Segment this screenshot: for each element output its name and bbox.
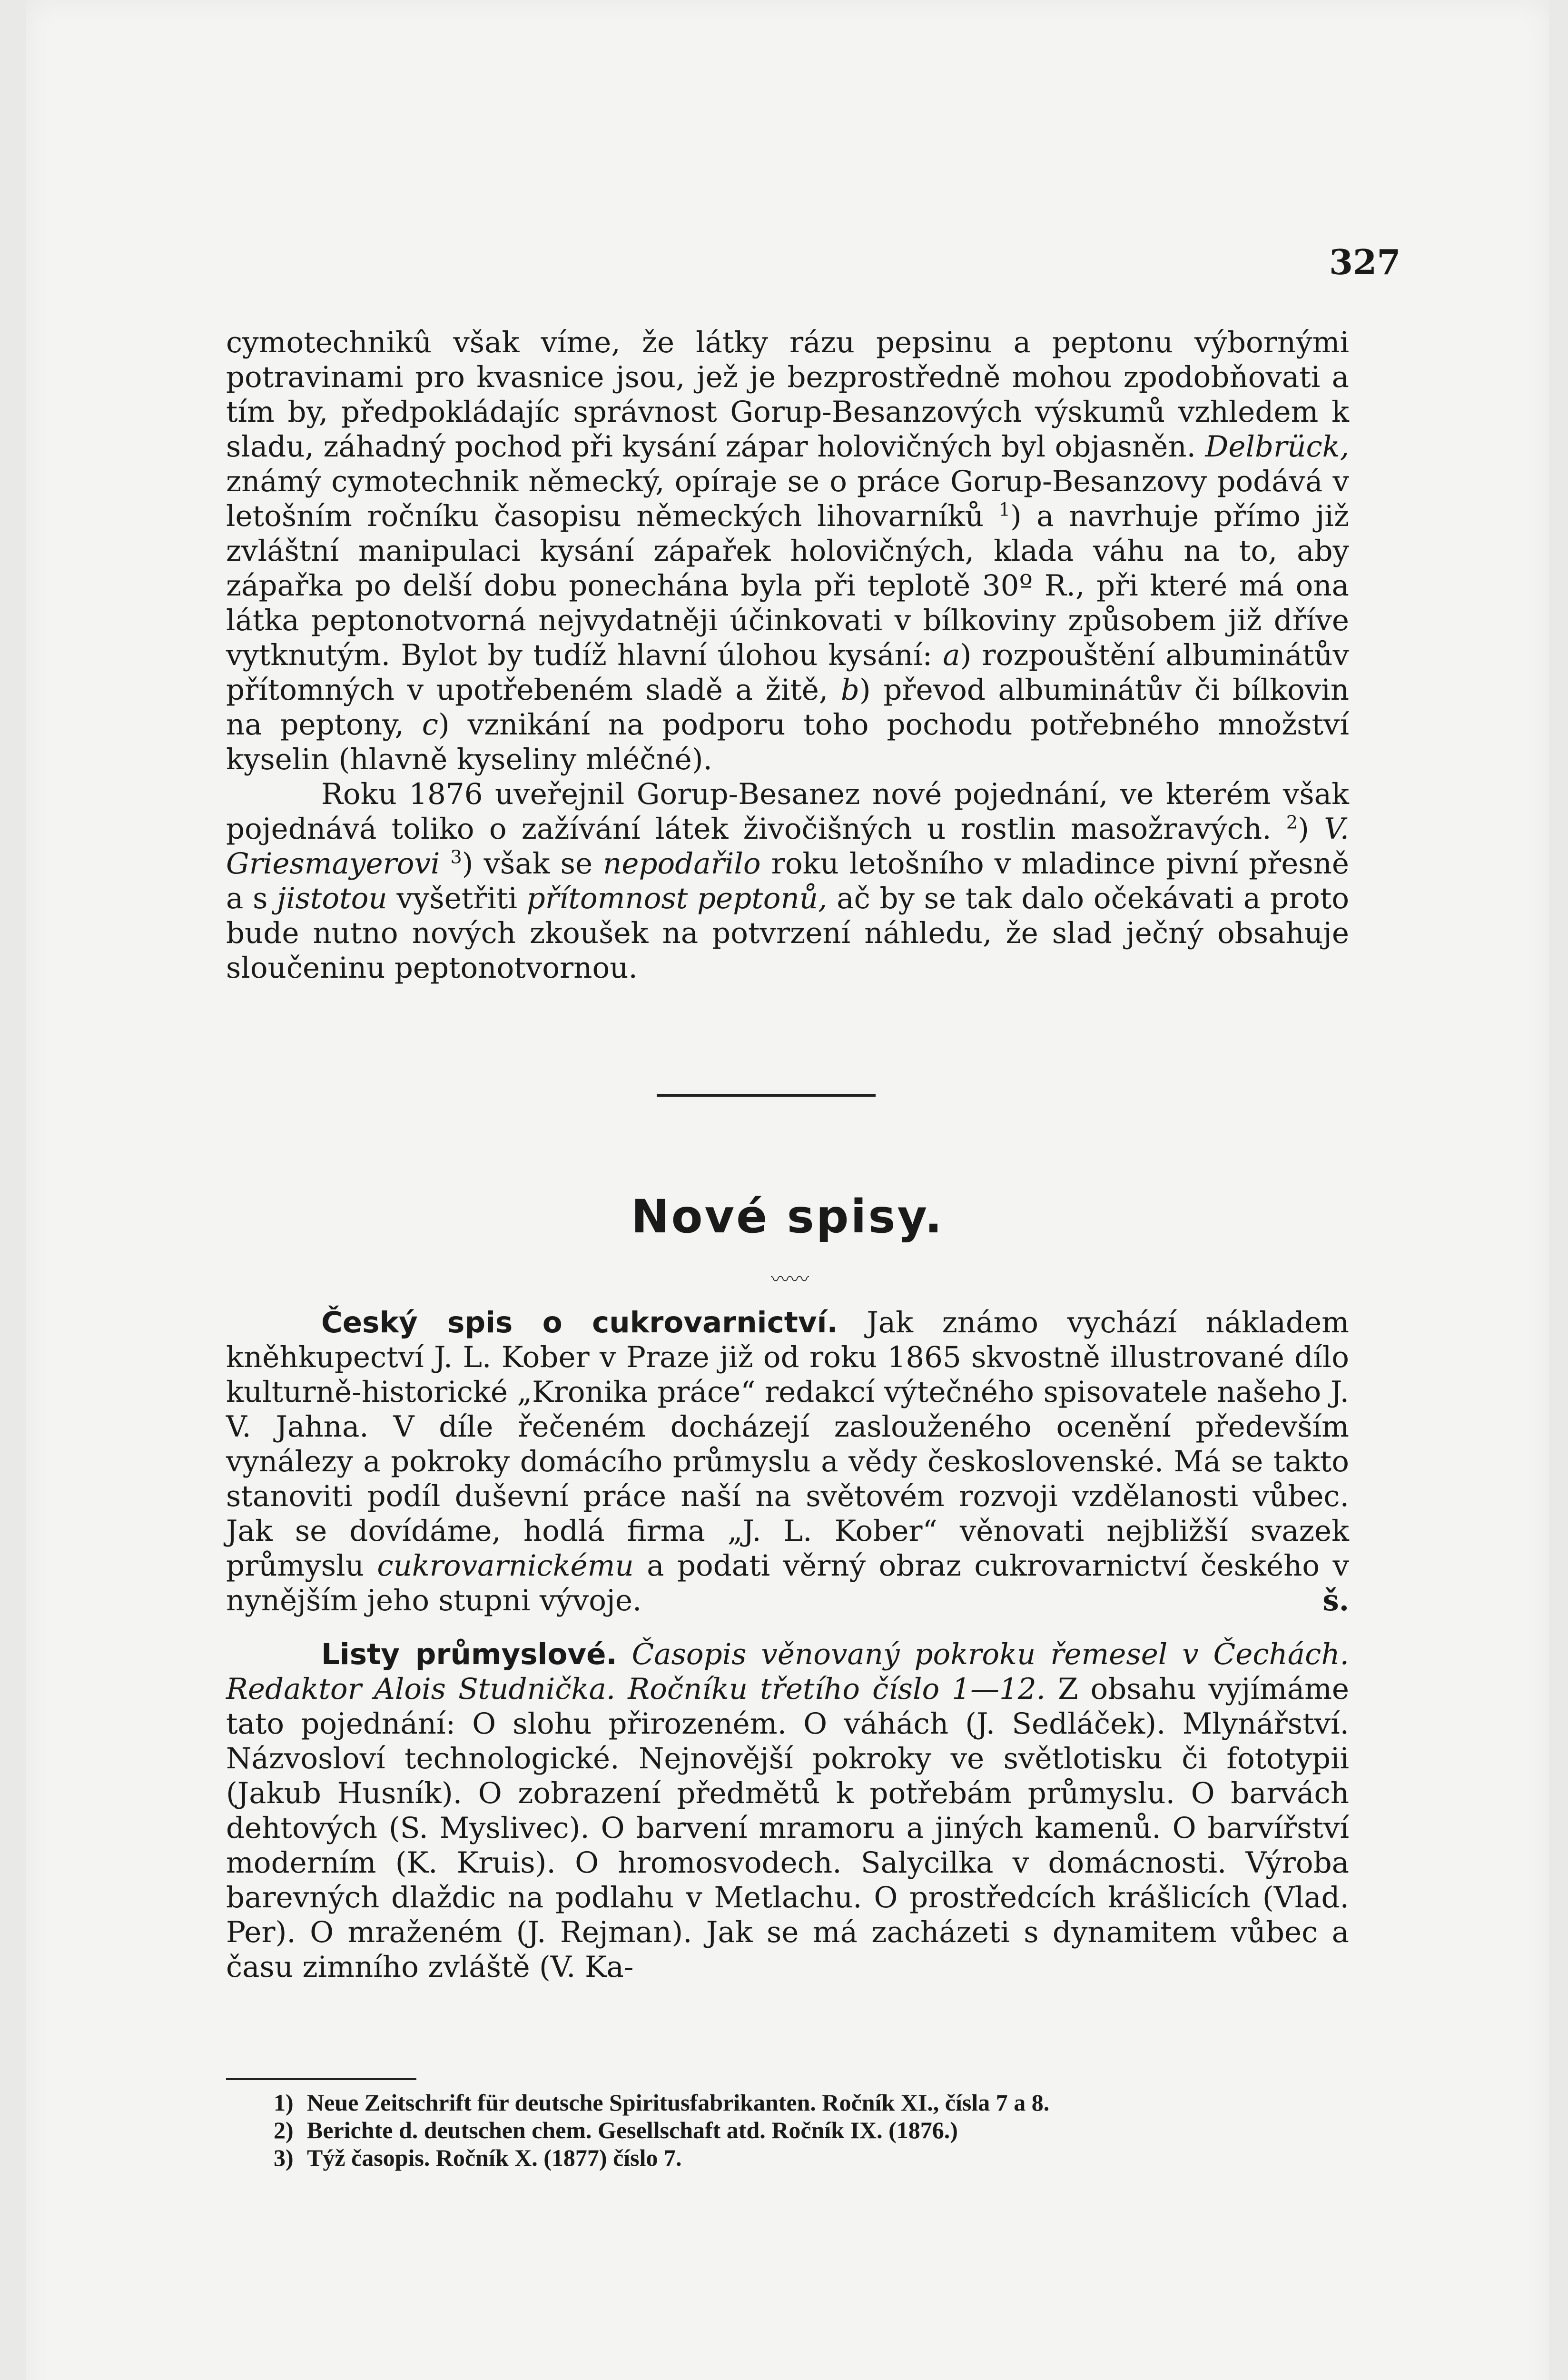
text-run: Roku 1876 uveřejnil Gorup-Besanez nové pojednání, ve kterém však pojednává toliko o zažívání látek živočišných u rostlin masožravých. [226, 777, 1349, 846]
emphasis: cukrovarnickému [377, 1549, 634, 1583]
section-divider [657, 1094, 876, 1097]
text-run: Jak známo vychází nákladem kněhkupectví J. L. Kober v Praze již od roku 1865 skvostně illustrované dílo kulturně-historické „Kronika práce“ redakcí výtečného spisovatele našeho J. V. Jahna. V díle řečeném docházejí zaslouženého ocenění především vynálezy a pokroky domácího průmyslu a vědy československé. Má se takto stanoviti podíl duševní práce naší na světovém rozvoji vzdělanosti vůbec. Jak se dovídáme, hodlá firma „J. L. Kober“ věnovati nejbližší svazek průmyslu [226, 1306, 1349, 1583]
text-run: Z obsahu vyjímáme tato pojednání: O slohu přirozeném. O váhách (J. Sedláček). Mlynářství. Názvosloví technologické. Nejnovější pokroky ve světlotisku či fototypii (Jakub Husník). O zobrazení předmětů k potřebám průmyslu. O barvách dehtových (S. Myslivec). O barvení mramoru a jiných kamenů. O barvířství moderním (K. Kruis). O hromosvodech. Salycilka v domácnosti. Výroba barevných dlaždic na podlahu v Metlachu. O prostředcích krášlicích (Vlad. Per). O mraženém (J. Rejman). Jak se má zacházeti s dynamitem vůbec a času zimního zvláště (V. Ka- [226, 1672, 1350, 1984]
text-run: ) rozpouštění albuminátův přítomných v upotřebeném sladě a žitě, [226, 638, 1349, 707]
footnote-ref: 2 [1286, 812, 1298, 833]
footnote [274, 2089, 1368, 2116]
footnote-ref: 1 [998, 499, 1010, 520]
footnote-mark: 2) [274, 2117, 294, 2143]
text-run: roku letošního v mladince pivní přesně a s [226, 847, 1350, 915]
publication-info: Časopis věnovaný pokroku řemesel v Čechách. Redaktor Alois Studnička. Ročníku třetího číslo 1—12. [226, 1637, 1349, 1706]
text-run: známý cymotechnik německý, opíraje se o práce Gorup-Besanzovy podává v letošním ročníku časopisu německých lihovarníků [226, 465, 1349, 533]
text-run: cymotechnikû však víme, že látky rázu pepsinu a peptonu výbornými potravinami pro kvasnice jsou, jež je bezprostředně mohou zpodobňovati a tím by, předpokládajíc správnost Gorup-Besanzových výskumů vzhledem k sladu, záhadný pochod při kysání zápar holovičných byl objasněn. [226, 326, 1349, 464]
footnote-text: Týž časopis. Ročník X. (1877) číslo 7. [307, 2144, 682, 2171]
page-number: 327 [1329, 242, 1401, 282]
emphasis: nepodařilo [603, 847, 761, 881]
review-heading: Listy průmyslové. [321, 1637, 617, 1671]
article-body [226, 325, 1349, 985]
list-label: a [943, 638, 960, 672]
reviews-section [226, 1305, 1349, 2003]
text-run: ) převod albuminátův či bílkovin na peptony, [226, 673, 1349, 742]
text-run: ) a navrhuje přímo již zvláštní manipulaci kysání zápařek holovičných, klada váhu na to, aby zápařka po delší dobu ponechána byla při teplotě 30º R., při které má ona látka peptonotvorná nejvydatněji účinkovati v bílkoviny způsobem již dříve vytknutým. Bylot by tudíž hlavní úlohou kysání: [226, 499, 1350, 672]
footnote-ref: 3 [450, 846, 462, 868]
paragraph-2 [226, 777, 1349, 985]
author-name: Delbrück, [1205, 430, 1349, 464]
section-title: Nové spisy. [631, 1190, 944, 1243]
list-label: c [422, 708, 438, 742]
text-run: vyšetřiti [396, 882, 517, 915]
text-run: ) však se [462, 847, 593, 881]
footnote-text: Berichte d. deutschen chem. Gesellschaft atd. Ročník IX. (1876.) [307, 2117, 958, 2143]
footnote-mark: 3) [274, 2144, 294, 2171]
footnote-text: Neue Zeitschrift für deutsche Spiritusfabrikanten. Ročník XI., čísla 7 a 8. [307, 2089, 1050, 2116]
text-run: a podati věrný obraz cukrovarnictví českého v nynějším jeho stupni vývoje. [226, 1549, 1350, 1617]
footnote [274, 2144, 1368, 2172]
text-run: ) vznikání na podporu toho pochodu potřebného množství kyselin (hlavně kyseliny mléčné). [226, 708, 1350, 776]
review-signature: š. [1322, 1584, 1349, 1617]
review-heading: Český spis o cukrovarnictví. [321, 1306, 838, 1339]
text-run: ač by se tak dalo očekávati a proto bude nutno nových zkoušek na potvrzení náhledu, že slad ječný obsahuje sloučeninu peptonotvornou. [226, 882, 1350, 985]
list-label: b [840, 673, 859, 707]
emphasis: jistotou [277, 882, 387, 915]
footnotes [274, 2089, 1368, 2172]
footnote-divider [226, 2078, 416, 2080]
paragraph-1 [226, 325, 1349, 777]
review-1 [226, 1305, 1349, 1618]
squiggle-ornament: 〰〰 [771, 1269, 809, 1290]
page [26, 0, 1549, 2380]
footnote-mark: 1) [274, 2089, 294, 2116]
review-2 [226, 1637, 1349, 1984]
emphasis: přítomnost peptonů, [526, 882, 828, 915]
text-run: ) [1298, 812, 1309, 846]
author-name: V. Griesmayerovi [226, 812, 1350, 881]
footnote [274, 2116, 1368, 2144]
